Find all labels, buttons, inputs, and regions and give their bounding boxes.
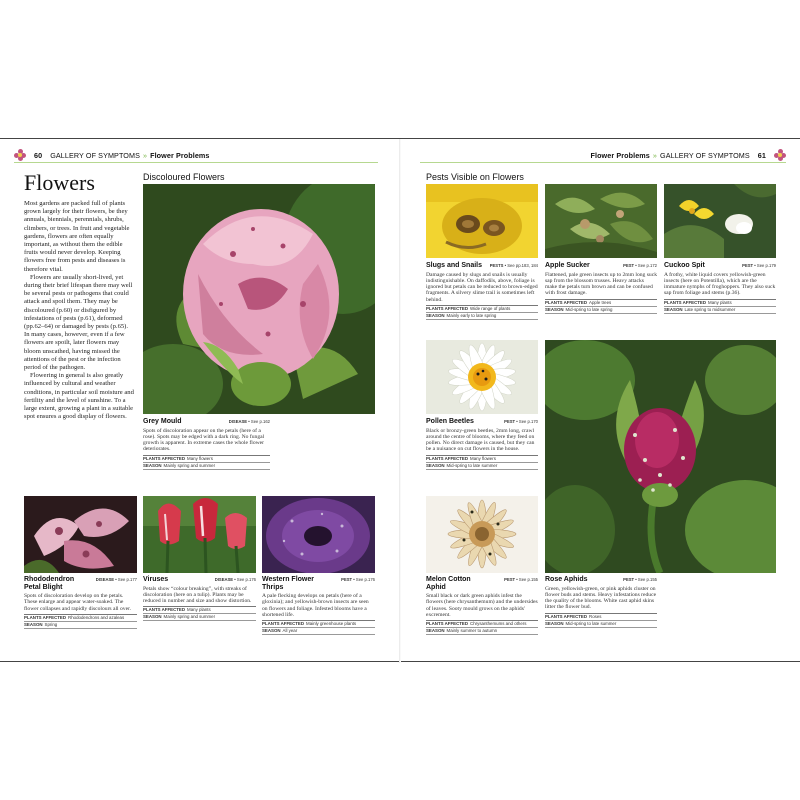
- entry-description: Green, yellowish-green, or pink aphids cluster on flower buds and stems. Heavy infestations reduce the quality of the blooms. White cast aphid skins litter the flower bud.: [545, 585, 657, 611]
- entry-ref: See p.176: [236, 577, 256, 582]
- entry-tag: DISEASE • See p.177: [95, 577, 137, 582]
- entry-name: Viruses: [143, 576, 169, 583]
- entry-tag: DISEASE • See p.162: [228, 419, 270, 424]
- season-value: Mainly spring and summer: [163, 462, 216, 468]
- entry-description: Small black or dark green aphids infest the flowers (here chrysanthemum) and the undersides of leaves. Sooty mould grows on the aphids' excrement.: [426, 593, 538, 619]
- apple-sucker-photo: [545, 184, 657, 258]
- season-label: SEASON: [262, 628, 281, 634]
- entry-tag: PEST • See p.155: [623, 577, 657, 582]
- entry-thrips: [262, 576, 375, 635]
- entry-ref: See p.170: [518, 419, 538, 424]
- season-value: Mainly spring and summer: [163, 614, 216, 620]
- entry-meta: [262, 620, 375, 635]
- page-number: 61: [757, 150, 766, 160]
- plants-affected-label: PLANTS AFFECTED: [24, 615, 67, 621]
- entry-name: Melon Cotton Aphid: [426, 576, 471, 591]
- entry-ref: See pp.183, 184: [507, 263, 538, 268]
- entry-rhododendron: [24, 576, 137, 629]
- plants-affected-label: PLANTS AFFECTED: [426, 455, 469, 461]
- plants-affected-value: Many plants: [708, 299, 732, 305]
- entry-ref: See p.155: [637, 577, 657, 582]
- entry-description: Flattened, pale green insects up to 2mm long suck sap from the blossom trusses. Heavy attacks make the petals turn brown and can be confused with frost damage.: [545, 271, 658, 297]
- entry-meta: [24, 614, 137, 629]
- entry-tag: PEST • See p.170: [504, 419, 538, 424]
- plants-affected-value: Apple trees: [589, 299, 612, 305]
- entry-tag: PEST • See p.179: [742, 263, 776, 268]
- section-title-discoloured: Discoloured Flowers: [143, 172, 225, 182]
- entry-description: A pale flecking develops on petals (here of a gloxinia); and yellowish-brown insects are seen on flowers and foliage. Infested blooms have a shortened life.: [262, 593, 369, 619]
- entry-kind: PEST: [623, 577, 635, 582]
- entry-grey-mould: [143, 418, 270, 470]
- plants-affected-value: Many flowers: [187, 455, 213, 461]
- entry-name: Slugs and Snails: [426, 262, 483, 269]
- right-header-rule: [420, 162, 786, 163]
- page-number: 60: [34, 150, 43, 160]
- running-head-section: Flower Problems: [590, 150, 650, 160]
- entry-name: Pollen Beetles: [426, 418, 474, 425]
- entry-name: Rose Aphids: [545, 576, 588, 583]
- entry-kind: DISEASE: [95, 577, 115, 582]
- entry-name: Cuckoo Spit: [664, 262, 705, 269]
- thrips-photo: [262, 496, 375, 573]
- plants-affected-label: PLANTS AFFECTED: [143, 455, 186, 461]
- intro-paragraph: Most gardens are packed full of plants grown largely for their flowers, be they annuals, biennials, perennials, shrubs, climbers, or trees. In fruit and vegetable gardens, flowers are often equally important, as without them the edible fruits would never develop. Keeping flowers free from pests and diseases is therefore vital.: [24, 200, 130, 273]
- plants-affected-label: PLANTS AFFECTED: [545, 613, 588, 619]
- season-label: SEASON: [664, 306, 683, 312]
- intro-paragraph: Flowers are usually short-lived, yet during their brief lifespan there may well be several pests or pathogens that could attack and spoil them. They may be discoloured (p.60) or disfigured by infestations of pests (p.61), deformed (pp.62–64) or damaged by pests (p.65). In many cases, however, even if a few flowers are spoilt, later flowers may bloom unscathed, having missed the attentions of the pest or the infection period of the pathogen.: [24, 273, 133, 372]
- season-label: SEASON: [545, 620, 564, 626]
- entry-meta: [143, 606, 256, 621]
- plants-affected-value: Mainly greenhouse plants: [306, 621, 357, 627]
- entry-meta: [426, 305, 538, 320]
- entry-description: Spots of discoloration appear on the petals (here of a rose). Spots may be edged with a dark ring. No fungal growth is apparent. In extreme cases the whole flower deteriorates.: [143, 427, 265, 453]
- entry-meta: [426, 455, 538, 470]
- season-value: Mainly summer to autumn: [446, 628, 498, 634]
- running-head-separator: »: [142, 150, 148, 160]
- grey-mould-photo: [143, 184, 375, 414]
- entry-tag: PEST • See p.155: [504, 577, 538, 582]
- intro-paragraph: Flowering in general is also greatly influenced by cultural and weather conditions, in particular soil moisture and fertility and the level of sunshine. To a large extent, growing a plant in a suitable spot ensures a good display of flowers.: [24, 372, 134, 421]
- entry-tag: PEST • See p.176: [341, 577, 375, 582]
- entry-description: Damage caused by slugs and snails is usually indistinguishable. On daffodils, above, foliage is ignored but petals can be reduced to brown-edged fragments. A silvery slime trail is sometimes left behind.: [426, 271, 538, 303]
- page-title: Flowers: [24, 170, 95, 195]
- entry-slugs-snails: [426, 262, 538, 320]
- entry-kind: PEST: [341, 577, 353, 582]
- season-label: SEASON: [426, 628, 445, 634]
- season-value: Mainly early to late spring: [446, 313, 497, 319]
- season-value: All year: [282, 628, 298, 634]
- running-head-label: GALLERY OF SYMPTOMS: [50, 150, 140, 160]
- entry-kind: PEST: [623, 263, 635, 268]
- plants-affected-label: PLANTS AFFECTED: [664, 299, 707, 305]
- entry-ref: See p.172: [637, 263, 657, 268]
- plants-affected-label: PLANTS AFFECTED: [426, 306, 469, 312]
- flower-icon: [14, 149, 26, 161]
- season-label: SEASON: [24, 622, 43, 628]
- entry-tag: DISEASE • See p.176: [214, 577, 256, 582]
- entry-meta: [545, 613, 657, 628]
- entry-meta: [664, 299, 776, 314]
- entry-viruses: [143, 576, 256, 621]
- page-gutter: [399, 139, 401, 663]
- running-head-section: Flower Problems: [150, 150, 210, 160]
- plants-affected-label: PLANTS AFFECTED: [426, 621, 469, 627]
- plants-affected-value: Roses: [589, 613, 602, 619]
- entry-kind: DISEASE: [214, 577, 234, 582]
- rose-aphids-photo: [545, 340, 776, 573]
- season-value: Mid-spring to late summer: [565, 620, 617, 626]
- season-label: SEASON: [426, 313, 445, 319]
- entry-tag: PEST • See p.172: [623, 263, 657, 268]
- plants-affected-value: Many flowers: [470, 455, 496, 461]
- entry-tag: PESTS • See pp.183, 184: [489, 263, 538, 268]
- season-label: SEASON: [143, 614, 162, 620]
- entry-name: Grey Mould: [143, 418, 182, 425]
- flower-icon: [774, 149, 786, 161]
- season-label: SEASON: [426, 462, 445, 468]
- season-label: SEASON: [143, 462, 162, 468]
- entry-melon-cotton-aphid: [426, 576, 538, 635]
- season-value: Late spring to midsummer: [684, 306, 736, 312]
- running-head-label: GALLERY OF SYMPTOMS: [660, 150, 750, 160]
- entry-description: Black or bronzy-green beetles, 2mm long, crawl around the centre of blooms, where they feed on pollen. No direct damage is caused, but they can be a nuisance on cut flowers in the house.: [426, 427, 535, 453]
- entry-description: A frothy, white liquid covers yellowish-green insects (here on Potentilla), which are the immature nymphs of froghoppers. They also suck sap from foliage and stems (p.36).: [664, 271, 776, 297]
- entry-description: Spots of discoloration develop on the petals. These enlarge and appear water-soaked. The flower collapses and rapidly discolours all over.: [24, 593, 132, 612]
- plants-affected-value: Many plants: [187, 607, 211, 613]
- viruses-photo: [143, 496, 256, 573]
- entry-cuckoo-spit: [664, 262, 776, 314]
- melon-aphid-photo: [426, 496, 538, 573]
- entry-ref: See p.176: [355, 577, 375, 582]
- plants-affected-value: Wide range of plants: [470, 306, 511, 312]
- entry-kind: PEST: [504, 577, 516, 582]
- right-running-head: [590, 149, 786, 161]
- entry-description: Petals show “colour breaking”, with streaks of discoloration (here on a tulip). Plants may be reduced in number and size and show distortion.: [143, 585, 252, 605]
- season-value: Mid-spring to late summer: [446, 462, 498, 468]
- season-value: Mid-spring to late spring: [565, 306, 613, 312]
- season-value: Spring: [44, 622, 58, 628]
- entry-rose-aphids: [545, 576, 657, 628]
- entry-kind: PESTS: [489, 263, 504, 268]
- entry-name: Apple Sucker: [545, 262, 590, 269]
- season-label: SEASON: [545, 306, 564, 312]
- slugs-photo: [426, 184, 538, 258]
- section-title-pests: Pests Visible on Flowers: [426, 172, 524, 182]
- entry-meta: [143, 455, 270, 470]
- entry-kind: DISEASE: [228, 419, 248, 424]
- entry-ref: See p.179: [756, 263, 776, 268]
- plants-affected-label: PLANTS AFFECTED: [143, 607, 186, 613]
- cuckoo-spit-photo: [664, 184, 776, 258]
- intro-text: [24, 200, 134, 421]
- entry-meta: [545, 299, 657, 314]
- plants-affected-value: Rhododendrons and azaleas: [68, 615, 125, 621]
- entry-meta: [426, 620, 538, 635]
- entry-ref: See p.155: [518, 577, 538, 582]
- plants-affected-value: Chrysanthemums and others: [470, 621, 527, 627]
- pollen-beetles-photo: [426, 340, 538, 414]
- entry-name: Rhododendron Petal Blight: [24, 576, 75, 591]
- entry-apple-sucker: [545, 262, 657, 314]
- entry-ref: See p.177: [117, 577, 137, 582]
- entry-kind: PEST: [504, 419, 516, 424]
- running-head-separator: »: [652, 150, 658, 160]
- rhododendron-photo: [24, 496, 137, 573]
- entry-name: Western Flower Thrips: [262, 576, 314, 591]
- left-running-head: [14, 149, 210, 161]
- entry-pollen-beetles: [426, 418, 538, 470]
- plants-affected-label: PLANTS AFFECTED: [262, 621, 305, 627]
- left-header-rule: [14, 162, 378, 163]
- plants-affected-label: PLANTS AFFECTED: [545, 299, 588, 305]
- entry-ref: See p.162: [250, 419, 270, 424]
- entry-kind: PEST: [742, 263, 754, 268]
